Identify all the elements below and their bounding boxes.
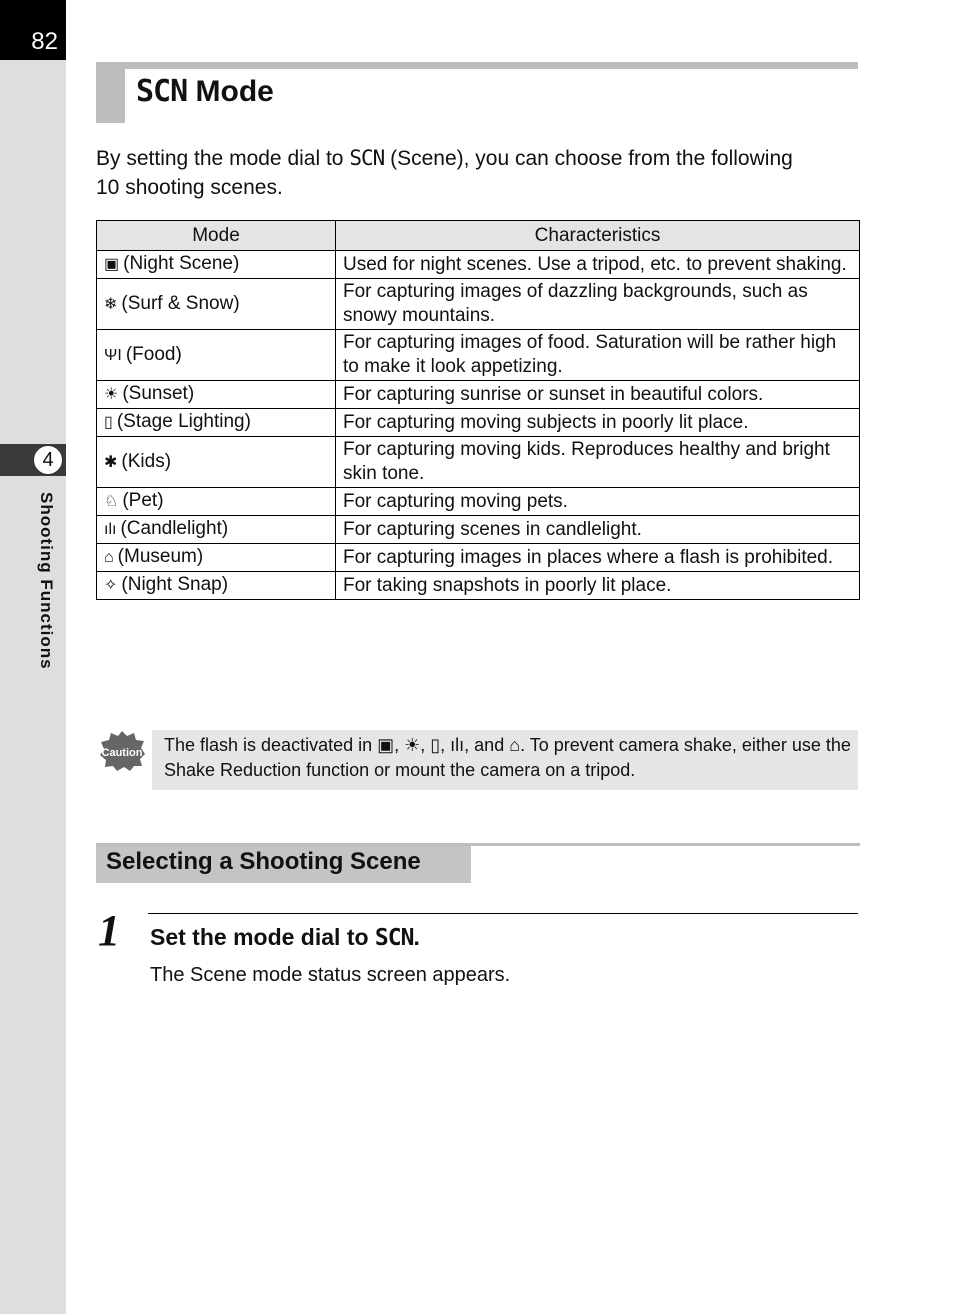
scene-modes-table: [96, 220, 860, 600]
mode-cell: [97, 251, 336, 279]
table-row: [97, 437, 860, 488]
intro-text-end: (Scene), you can choose from the following 10 shooting scenes.: [96, 147, 793, 199]
mode-name: (Pet): [122, 490, 164, 511]
title-marker: [96, 69, 125, 123]
mode-name: (Stage Lighting): [116, 411, 251, 432]
table-row: [97, 572, 860, 600]
page-number: 82: [31, 28, 58, 55]
mode-name: (Night Snap): [121, 574, 229, 595]
title-rule: [96, 62, 858, 69]
step-title-text: Set the mode dial to: [150, 924, 375, 950]
step-rule: [148, 913, 858, 914]
characteristics-cell: Used for night scenes. Use a tripod, etc. to prevent shaking.: [336, 251, 860, 279]
mode-cell: [97, 279, 336, 330]
step-body: The Scene mode status screen appears.: [150, 964, 511, 986]
table-row: [97, 330, 860, 381]
mode-name: (Museum): [117, 546, 204, 567]
chapter-number: 4: [33, 445, 63, 475]
characteristics-cell: For capturing sunrise or sunset in beautiful colors.: [336, 381, 860, 409]
page-title: [136, 74, 274, 109]
characteristics-cell: For capturing moving pets.: [336, 488, 860, 516]
table-row: [97, 381, 860, 409]
mode-cell: [97, 488, 336, 516]
mode-name: (Sunset): [122, 383, 195, 404]
characteristics-cell: For capturing moving subjects in poorly lit place.: [336, 409, 860, 437]
intro-paragraph: [96, 144, 816, 202]
header-characteristics: Characteristics: [336, 221, 860, 251]
side-margin-strip: [0, 0, 66, 1314]
caution-icon: [98, 730, 146, 772]
night-snap-icon: ✧: [104, 577, 118, 594]
step-title: [150, 924, 420, 951]
table-header-row: [97, 221, 860, 251]
mode-name: (Kids): [121, 450, 172, 472]
section-title: Selecting a Shooting Scene: [106, 848, 421, 875]
mode-name: (Surf & Snow): [121, 292, 240, 314]
characteristics-cell: For capturing moving kids. Reproduces healthy and bright skin tone.: [336, 437, 860, 488]
mode-cell: [97, 516, 336, 544]
characteristics-cell: For taking snapshots in poorly lit place.: [336, 572, 860, 600]
mode-name: (Candlelight): [120, 518, 229, 539]
characteristics-cell: For capturing images in places where a flash is prohibited.: [336, 544, 860, 572]
header-mode: Mode: [97, 221, 336, 251]
museum-icon: ⌂: [104, 549, 114, 566]
table-body: [97, 251, 860, 600]
table-row: [97, 488, 860, 516]
scn-icon: SCN: [349, 146, 385, 170]
svg-text:Caution: Caution: [101, 747, 143, 759]
mode-cell: [97, 330, 336, 381]
kids-icon: ✱: [104, 453, 118, 471]
mode-cell: [97, 437, 336, 488]
caution-text: The flash is deactivated in ▣, ☀, ▯, ılı, and ⌂. To prevent camera shake, either use the Shake Reduction function or mount the camera on a tripod.: [164, 735, 851, 780]
table-row: [97, 544, 860, 572]
characteristics-cell: For capturing images of dazzling backgrounds, such as snowy mountains.: [336, 279, 860, 330]
table-row: [97, 251, 860, 279]
stage-lighting-icon: ▯: [104, 414, 113, 431]
step-title-end: .: [413, 924, 420, 950]
table-row: [97, 409, 860, 437]
sunset-icon: ☀: [104, 386, 119, 403]
night-scene-icon: ▣: [104, 256, 120, 273]
mode-cell: [97, 381, 336, 409]
characteristics-cell: For capturing scenes in candlelight.: [336, 516, 860, 544]
scn-icon: SCN: [374, 925, 414, 951]
candlelight-icon: ılı: [104, 521, 117, 538]
page-number-box: [0, 0, 66, 60]
surf-snow-icon: ❄: [104, 295, 118, 313]
intro-text-start: By setting the mode dial to: [96, 147, 350, 170]
food-icon: ΨI: [104, 346, 122, 364]
mode-cell: [97, 572, 336, 600]
page-title-text: Mode: [195, 75, 274, 108]
mode-cell: [97, 544, 336, 572]
mode-name: (Night Scene): [123, 253, 240, 274]
table-row: [97, 516, 860, 544]
pet-icon: ♘: [104, 493, 119, 510]
chapter-title: Shooting Functions: [37, 492, 56, 670]
mode-cell: [97, 409, 336, 437]
table-row: [97, 279, 860, 330]
scn-icon: SCN: [136, 74, 188, 109]
step-number: 1: [98, 906, 120, 955]
characteristics-cell: For capturing images of food. Saturation will be rather high to make it look appetizing.: [336, 330, 860, 381]
mode-name: (Food): [125, 343, 182, 365]
